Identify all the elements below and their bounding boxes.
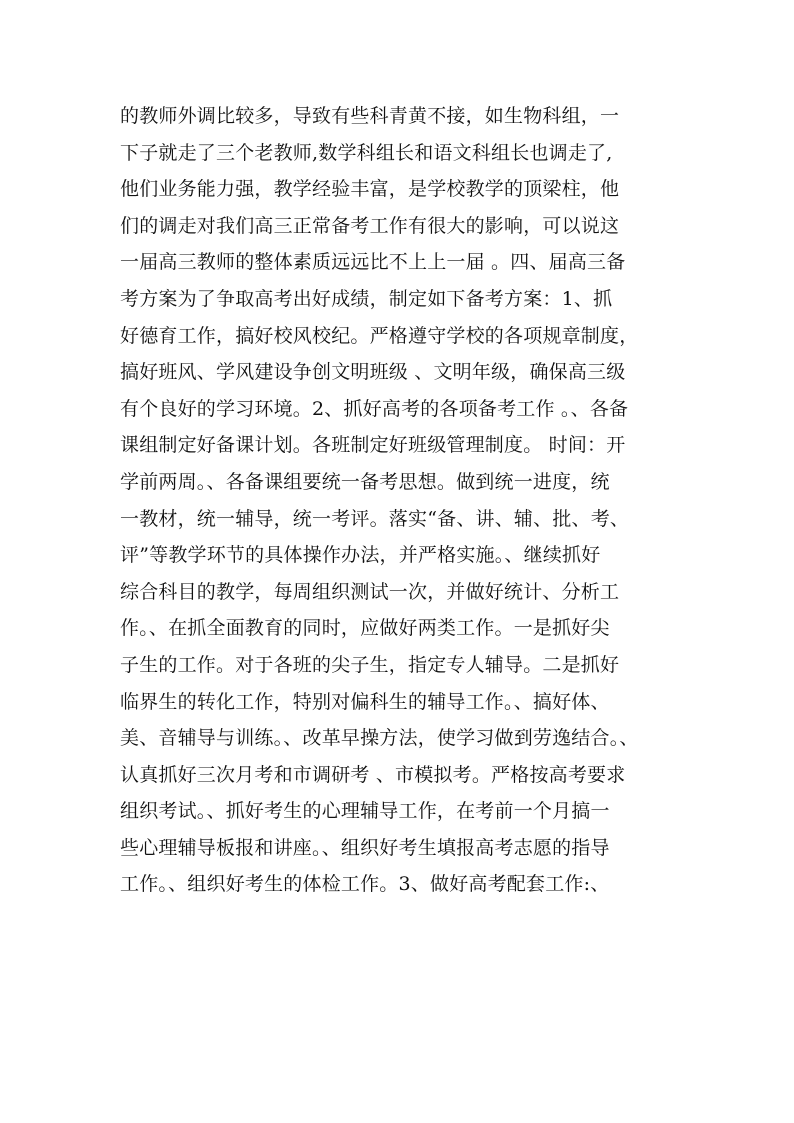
text-line: 认真抓好三次月考和市调研考 、市模拟考。严格按高考要求 (120, 763, 626, 786)
text-line: 有个良好的学习环境。2、抓好高考的各项备考工作 。、各备 (120, 397, 629, 420)
text-line: 临界生的转化工作，特别对偏科生的辅导工作。、搞好体、 (120, 690, 610, 713)
text-line: 一教材，统一辅导，统一考评。落实“备、讲、辅、批、考、 (120, 507, 630, 530)
text-line: 评”等教学环节的具体操作办法，并严格实施。、继续抓好 (120, 544, 601, 567)
text-line: 们的调走对我们高三正常备考工作有很大的影响，可以说这 (120, 214, 620, 237)
text-line: 些心理辅导板报和讲座。、组织好考生填报高考志愿的指导 (120, 836, 610, 859)
text-line: 下子就走了三个老教师,数学科组长和语文科组长也调走了, (120, 141, 613, 164)
text-line: 一届高三教师的整体素质远远比不上上一届 。四、届高三备 (120, 251, 626, 274)
text-line: 搞好班风、学风建设争创文明班级 、文明年级，确保高三级 (120, 361, 626, 384)
text-line: 学前两周。、各备课组要统一备考思想。做到统一进度，统 (120, 470, 610, 493)
text-line: 考方案为了争取高考出好成绩，制定如下备考方案：1、抓 (120, 287, 613, 310)
body-text (120, 98, 680, 903)
text-line: 作。、在抓全面教育的同时，应做好两类工作。一是抓好尖 (120, 617, 610, 640)
text-line: 子生的工作。对于各班的尖子生，指定专人辅导。二是抓好 (120, 653, 620, 676)
text-line: 好德育工作，搞好校风校纪。严格遵守学校的各项规章制度， (120, 324, 639, 347)
text-line: 课组制定好备课计划。各班制定好班级管理制度。 时间：开 (120, 434, 626, 457)
text-line: 工作。、组织好考生的体检工作。3、做好高考配套工作:、 (120, 873, 610, 896)
text-line: 综合科目的教学，每周组织测试一次，并做好统计、分析工 (120, 580, 620, 603)
text-line: 组织考试。、抓好考生的心理辅导工作，在考前一个月搞一 (120, 800, 610, 823)
text-line: 他们业务能力强，教学经验丰富，是学校教学的顶梁柱，他 (120, 178, 620, 201)
text-line: 美、音辅导与训练。、改革早操方法，使学习做到劳逸结合。、 (120, 727, 639, 750)
text-line: 的教师外调比较多，导致有些科青黄不接，如生物科组，一 (120, 105, 620, 127)
